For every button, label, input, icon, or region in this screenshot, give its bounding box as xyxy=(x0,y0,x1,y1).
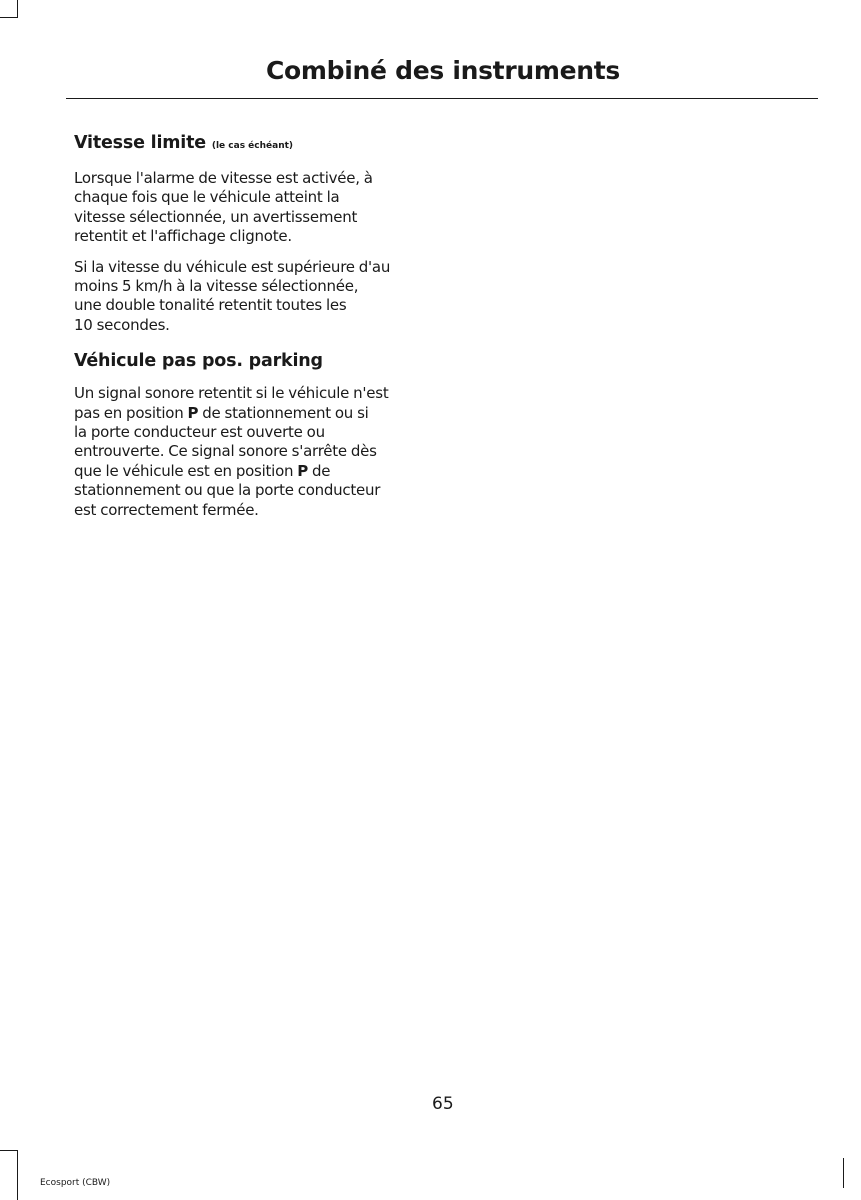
paragraph-line: chaque fois que le véhicule atteint la xyxy=(74,188,340,207)
crop-mark-bottom-left-vertical xyxy=(17,1150,18,1200)
paragraph-line: que le véhicule est en position xyxy=(74,461,298,480)
page-number: 65 xyxy=(432,1094,454,1114)
paragraph-line: stationnement ou que la porte conducteur xyxy=(74,481,381,500)
section-heading-text: Vitesse limite xyxy=(74,133,206,153)
section-speed-limit xyxy=(74,130,439,335)
paragraph-line: Lorsque l'alarme de vitesse est activée, à xyxy=(74,169,373,187)
crop-mark-top-left-horizontal xyxy=(0,17,18,18)
page-content xyxy=(74,130,439,520)
gear-position-p: P xyxy=(187,403,199,422)
paragraph-line: retentit et l'affichage clignote. xyxy=(74,227,292,246)
paragraph-line: moins 5 km/h à la vitesse sélectionnée, xyxy=(74,277,359,296)
page-header xyxy=(66,52,818,99)
paragraph-line: vitesse sélectionnée, un avertissement xyxy=(74,207,358,226)
paragraph-line: Un signal sonore retentit si le véhicule n'est xyxy=(74,384,389,403)
paragraph-line: une double tonalité retentit toutes les xyxy=(74,296,347,315)
footer-model-name: Ecosport (CBW) xyxy=(40,1178,111,1188)
paragraph-line: entrouverte. Ce signal sonore s'arrête dès xyxy=(74,442,377,461)
crop-mark-top-left-vertical xyxy=(17,0,18,18)
paragraph-speed-alarm xyxy=(74,169,439,247)
section-heading-speed-limit xyxy=(74,130,439,159)
page-title: Combiné des instruments xyxy=(266,56,620,85)
section-not-in-park xyxy=(74,348,439,520)
paragraph-line: 10 secondes. xyxy=(74,315,170,334)
paragraph-double-tone xyxy=(74,258,439,336)
paragraph-line: de xyxy=(308,461,331,480)
crop-mark-bottom-left-horizontal xyxy=(0,1150,18,1151)
section-heading-not-in-park: Véhicule pas pos. parking xyxy=(74,351,323,372)
gear-position-p: P xyxy=(297,461,309,480)
paragraph-line: la porte conducteur est ouverte ou xyxy=(74,423,325,442)
paragraph-line: pas en position xyxy=(74,403,188,422)
paragraph-line: Si la vitesse du véhicule est supérieure d'au xyxy=(74,257,391,276)
paragraph-park-warning xyxy=(74,384,439,520)
paragraph-line: de stationnement ou si xyxy=(198,403,369,422)
crop-mark-bottom-right xyxy=(843,1158,844,1188)
section-heading-qualifier: (le cas échéant) xyxy=(211,141,294,151)
paragraph-line: est correctement fermée. xyxy=(74,500,259,519)
